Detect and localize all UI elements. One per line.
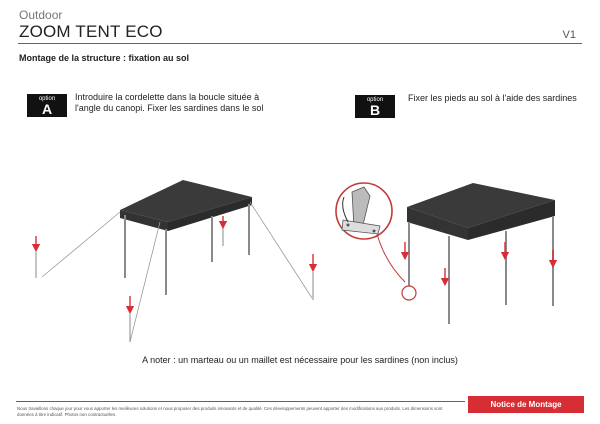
- tent-a-guy-rope: [130, 222, 160, 342]
- option-a-badge-letter: A: [41, 101, 53, 117]
- tent-a-guy-rope: [42, 212, 120, 277]
- product-title: ZOOM TENT ECO: [19, 22, 163, 41]
- footer-disclaimer: Nous travaillons chaque jour pour vous apporter les meilleures solutions et nous proposer des produits innovants et de qualité. Ces développements peuvent apporter des modifications aux produits. Les dimensions sont données à titre indicatif. Photos non contractuelles.: [17, 406, 443, 417]
- tool-note: A noter : un marteau ou un maillet est nécessaire pour les sardines (non inclus): [142, 355, 458, 365]
- tent-a-guy-rope: [250, 202, 312, 298]
- footer-divider: [16, 401, 465, 402]
- option-a-badge-small: option: [38, 96, 56, 102]
- option-b-badge-small: option: [366, 97, 384, 103]
- detail-foot-circle: [402, 286, 416, 300]
- notice-de-montage-tag: Notice de Montage: [468, 396, 584, 413]
- version-label: V1: [562, 29, 576, 41]
- option-a-text: Introduire la cordelette dans la boucle située à l'angle du canopi. Fixer les sardines dans le sol: [75, 92, 264, 113]
- tent-a-illustration: [36, 180, 313, 342]
- brand-label: Outdoor: [19, 8, 63, 22]
- tent-b-illustration: [336, 183, 555, 324]
- section-subtitle: Montage de la structure : fixation au sol: [19, 53, 190, 63]
- option-b-text: Fixer les pieds au sol à l'aide des sardines: [408, 93, 577, 103]
- option-b-badge-letter: B: [369, 102, 381, 118]
